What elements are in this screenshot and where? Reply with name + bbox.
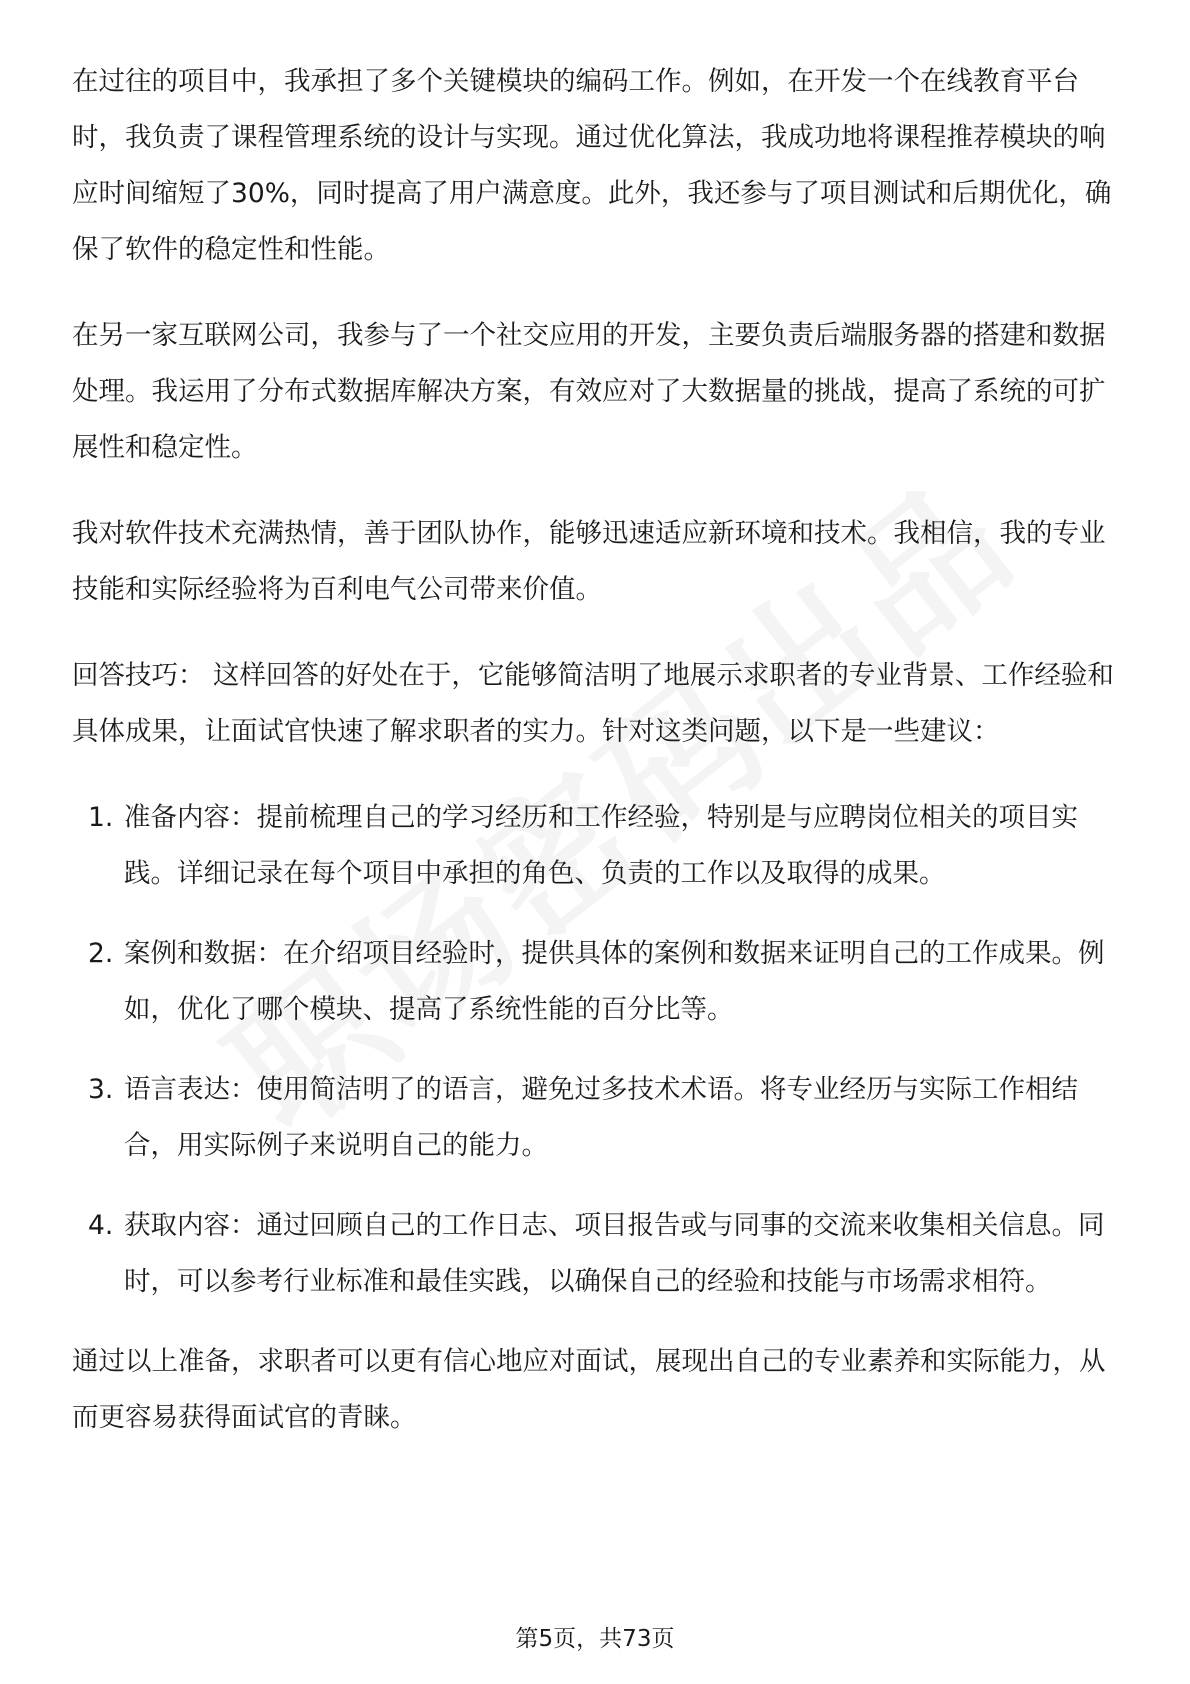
list-item [72, 1062, 1118, 1174]
list-item-number: 3. [88, 1074, 114, 1105]
paragraph-internet-company: 在另一家互联网公司，我参与了一个社交应用的开发，主要负责后端服务器的搭建和数据处理。我运用了分布式数据库解决方案，有效应对了大数据量的挑战，提高了系统的可扩展性和稳定性。 [72, 320, 1106, 463]
list-item-text: 准备内容：提前梳理自己的学习经历和工作经验，特别是与应聘岗位相关的项目实践。详细记录在每个项目中承担的角色、负责的工作以及取得的成果。 [124, 802, 1078, 889]
list-item-number: 4. [88, 1210, 114, 1241]
paragraph-closing: 通过以上准备，求职者可以更有信心地应对面试，展现出自己的专业素养和实际能力，从而更容易获得面试官的青睐。 [72, 1346, 1106, 1433]
list-item-text: 案例和数据：在介绍项目经验时，提供具体的案例和数据来证明自己的工作成果。例如，优化了哪个模块、提高了系统性能的百分比等。 [124, 938, 1105, 1025]
paragraph-passion: 我对软件技术充满热情，善于团队协作，能够迅速适应新环境和技术。我相信，我的专业技能和实际经验将为百利电气公司带来价值。 [72, 518, 1106, 605]
list-item [72, 790, 1118, 902]
page-number: 第5页，共73页 [515, 1626, 675, 1652]
paragraph-project-experience: 在过往的项目中，我承担了多个关键模块的编码工作。例如，在开发一个在线教育平台时，我负责了课程管理系统的设计与实现。通过优化算法，我成功地将课程推荐模块的响应时间缩短了30%，同时提高了用户满意度。此外，我还参与了项目测试和后期优化，确保了软件的稳定性和性能。 [72, 66, 1112, 265]
list-item-text: 语言表达：使用简洁明了的语言，避免过多技术术语。将专业经历与实际工作相结合，用实际例子来说明自己的能力。 [124, 1074, 1078, 1161]
list-item [72, 1198, 1118, 1310]
paragraph-answer-tips: 回答技巧： 这样回答的好处在于，它能够简洁明了地展示求职者的专业背景、工作经验和具体成果，让面试官快速了解求职者的实力。针对这类问题，以下是一些建议： [72, 660, 1114, 747]
list-item-number: 2. [88, 938, 114, 969]
list-item-text: 获取内容：通过回顾自己的工作日志、项目报告或与同事的交流来收集相关信息。同时，可以参考行业标准和最佳实践，以确保自己的经验和技能与市场需求相符。 [124, 1210, 1105, 1297]
list-item-number: 1. [88, 802, 114, 833]
list-item [72, 926, 1118, 1038]
document-body [72, 54, 1118, 1476]
tips-list [72, 790, 1118, 1310]
